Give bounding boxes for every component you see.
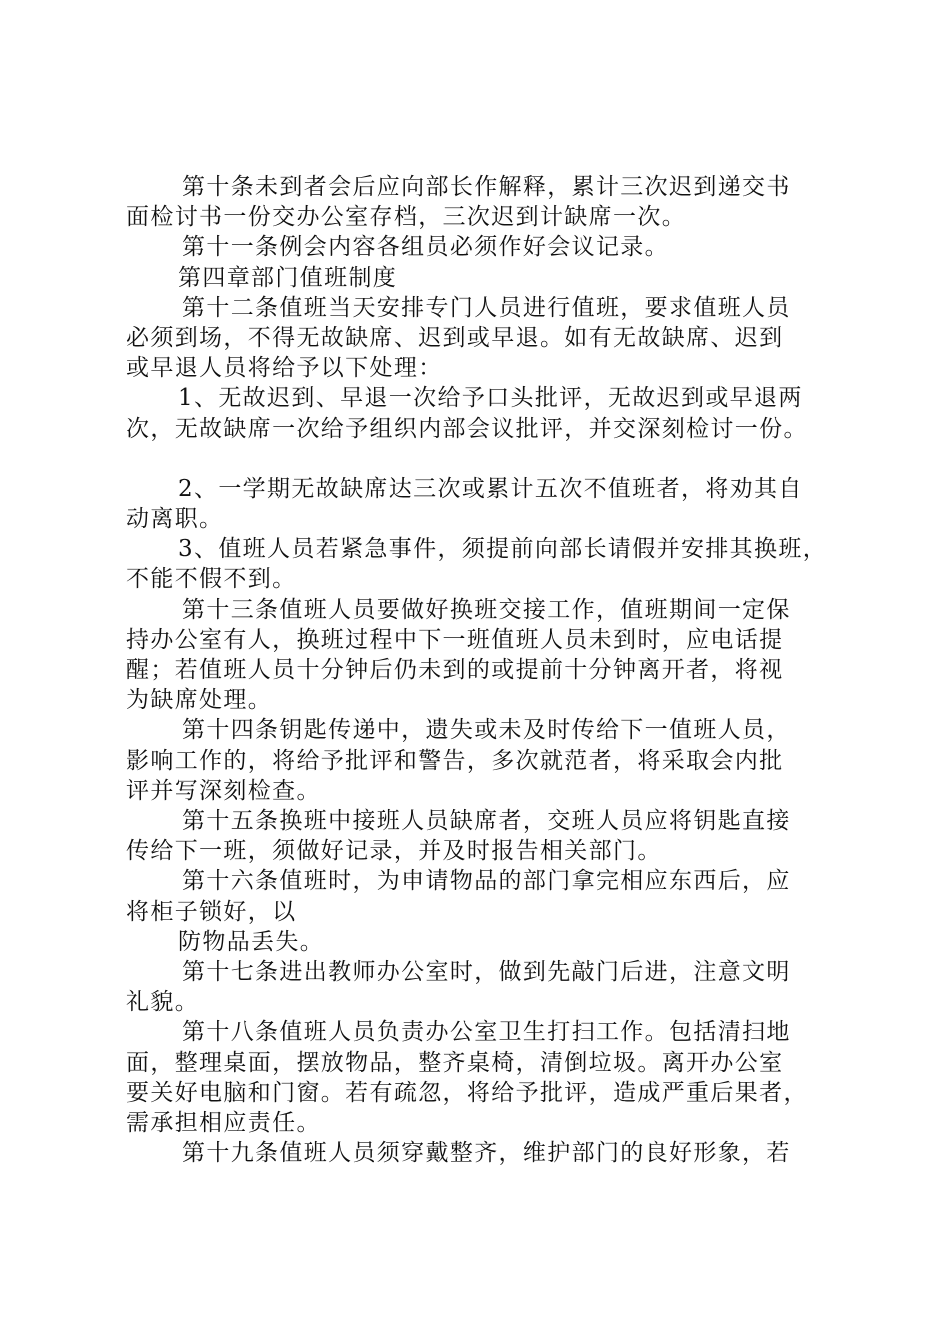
text-line: 第十条未到者会后应向部长作解释，累计三次迟到递交书 [182, 174, 791, 200]
text-line: 面，整理桌面，摆放物品，整齐桌椅，清倒垃圾。离开办公室 [126, 1049, 784, 1076]
article-16 [126, 866, 838, 926]
rule-2 [126, 474, 838, 534]
chapter-4-heading [126, 263, 838, 293]
article-13 [126, 595, 838, 716]
text-line: 第十一条例会内容各组员必须作好会议记录。 [182, 234, 669, 261]
text-line: 持办公室有人，换班过程中下一班值班人员未到时，应电话提 [126, 626, 784, 653]
text-line: 面检讨书一份交办公室存档，三次迟到计缺席一次。 [126, 204, 687, 231]
article-19 [126, 1138, 838, 1168]
text-line: 第十三条值班人员要做好换班交接工作，值班期间一定保 [182, 596, 791, 623]
article-11 [126, 232, 838, 262]
rule-3 [126, 534, 838, 594]
text-line: 需承担相应责任。 [126, 1110, 321, 1137]
text-line: 动离职。 [126, 506, 224, 533]
text-line: 第十六条值班时，为申请物品的部门拿完相应东西后，应 [182, 868, 791, 895]
text-line: 2、一学期无故缺席达三次或累计五次不值班者，将劝其自 [178, 475, 803, 502]
text-line: 或早退人员将给予以下处理： [126, 355, 443, 382]
article-14 [126, 715, 838, 806]
article-12 [126, 293, 838, 384]
article-10 [126, 172, 838, 232]
text-line: 3、值班人员若紧急事件，须提前向部长请假并安排其换班， [178, 536, 828, 563]
text-line: 影响工作的，将给予批评和警告，多次就范者，将采取会内批 [126, 747, 784, 774]
text-line: 将柜子锁好，以 [126, 898, 297, 925]
text-line: 第十二条值班当天安排专门人员进行值班，要求值班人员 [182, 294, 791, 321]
text-line: 礼貌。 [126, 989, 200, 1016]
text-line: 第十八条值班人员负责办公室卫生打扫工作。包括清扫地 [182, 1019, 791, 1046]
text-line: 第四章部门值班制度 [178, 264, 398, 291]
text-line: 评并写深刻检查。 [126, 777, 321, 804]
article-15 [126, 806, 838, 866]
text-line: 传给下一班，须做好记录，并及时报告相关部门。 [126, 838, 662, 865]
article-16-continued [126, 927, 838, 957]
document-body [126, 172, 838, 1169]
rule-1 [126, 383, 838, 443]
text-line: 防物品丢失。 [178, 928, 325, 955]
article-17 [126, 957, 838, 1017]
text-line: 第十七条进出教师办公室时，做到先敲门后进，注意文明 [182, 959, 791, 986]
text-line: 不能不假不到。 [126, 566, 297, 593]
text-line: 第十五条换班中接班人员缺席者，交班人员应将钥匙直接 [182, 808, 791, 835]
text-line: 必须到场，不得无故缺席、迟到或早退。如有无故缺席、迟到 [126, 325, 784, 352]
text-line: 醒；若值班人员十分钟后仍未到的或提前十分钟离开者，将视 [126, 657, 784, 684]
article-18 [126, 1017, 838, 1138]
text-line: 为缺席处理。 [126, 687, 273, 714]
text-line: 要关好电脑和门窗。若有疏忽，将给予批评，造成严重后果者， [126, 1079, 808, 1106]
text-line: 次，无故缺席一次给予组织内部会议批评，并交深刻检讨一份。 [126, 415, 808, 442]
text-line: 1、无故迟到、早退一次给予口头批评，无故迟到或早退两 [178, 385, 803, 412]
text-line: 第十九条值班人员须穿戴整齐，维护部门的良好形象，若 [182, 1140, 791, 1167]
blank-line [126, 444, 838, 474]
text-line: 第十四条钥匙传递中，遗失或未及时传给下一值班人员， [182, 717, 791, 744]
